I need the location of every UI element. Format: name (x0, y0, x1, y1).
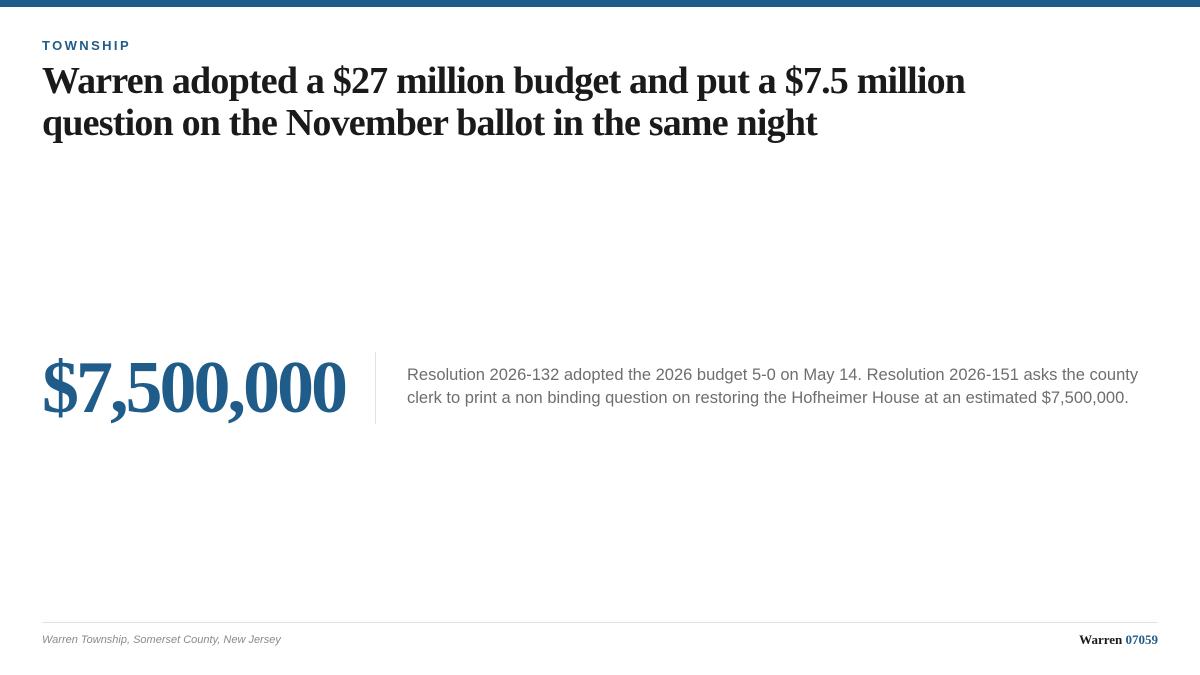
stat-divider (375, 352, 376, 424)
stat-block (42, 347, 1158, 429)
footer-brand (1079, 632, 1158, 648)
stat-description: Resolution 2026-132 adopted the 2026 budget 5-0 on May 14. Resolution 2026-151 asks the county clerk to print a non binding question on restoring the Hofheimer House at an estimated $7,500,000. (407, 366, 1139, 407)
brand-name: Warren (1079, 632, 1123, 647)
brand-zip: 07059 (1125, 632, 1158, 647)
footer-divider (42, 622, 1158, 623)
section-kicker: TOWNSHIP (42, 38, 132, 53)
top-accent-bar (0, 0, 1200, 7)
headline: Warren adopted a $27 million budget and put a $7.5 million question on the November ballot in the same night (42, 60, 966, 144)
footer-location: Warren Township, Somerset County, New Jersey (42, 634, 281, 646)
stat-value: $7,500,000 (42, 347, 345, 429)
